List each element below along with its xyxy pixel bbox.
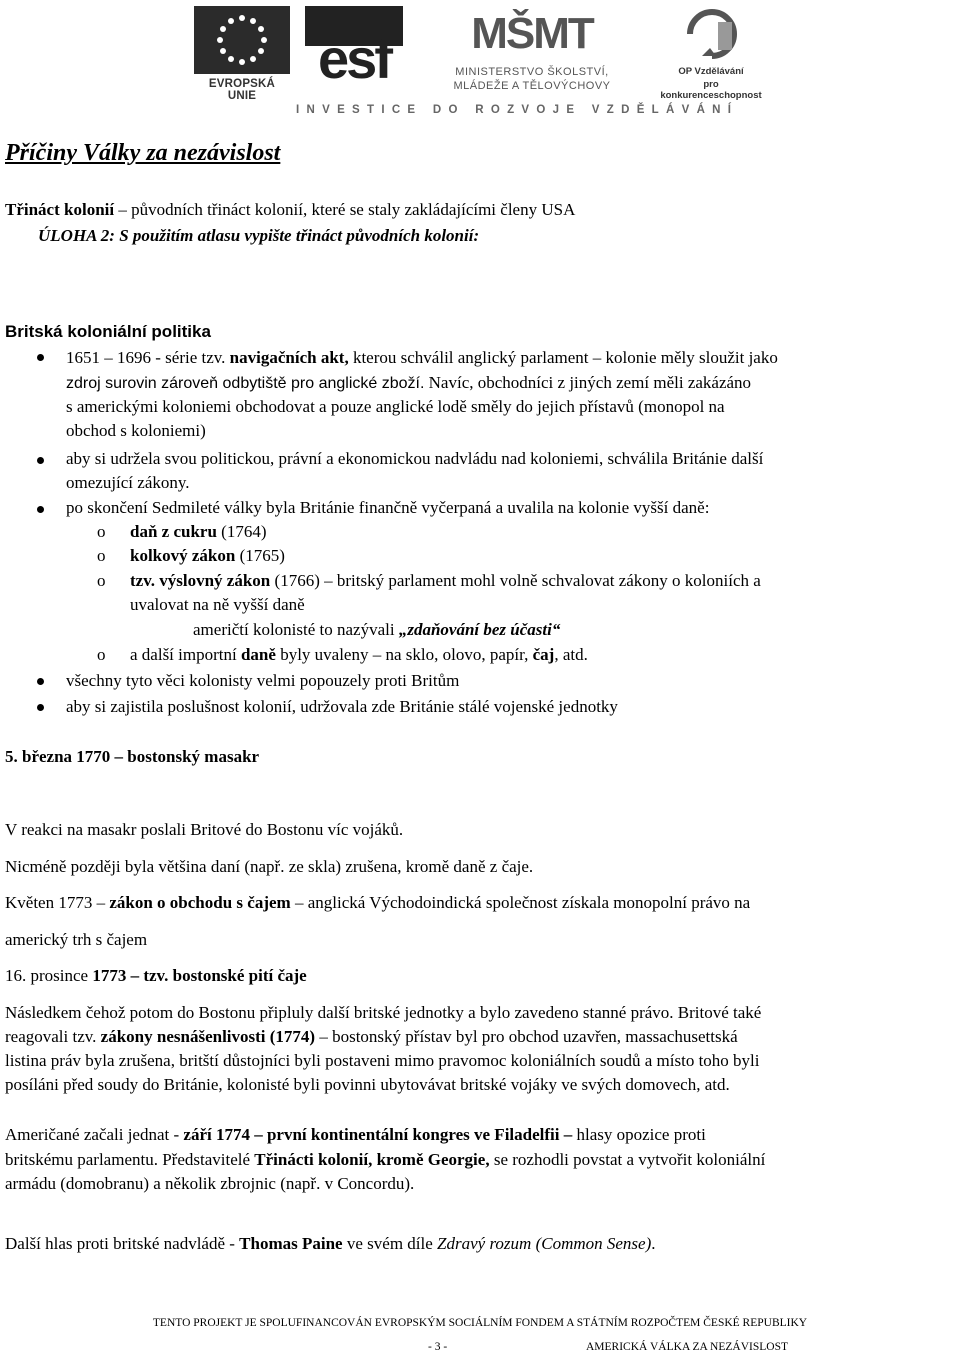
- msmt-line1: MINISTERSTVO ŠKOLSTVÍ,: [455, 66, 609, 78]
- intolerable-line2: [5, 1025, 738, 1049]
- sub-text: a další importní: [130, 645, 241, 664]
- b1-line1: [66, 346, 778, 370]
- op-line1: OP Vzdělávání: [678, 66, 744, 77]
- tea-word: čaj: [532, 645, 555, 664]
- stamp-act: kolkový zákon: [130, 546, 236, 565]
- sub-text: (1764): [216, 522, 267, 541]
- sub-text: byly uvaleny – na sklo, olovo, papír,: [275, 645, 533, 664]
- policy-heading: Britská koloniální politika: [5, 322, 211, 341]
- bullet-marker: [37, 704, 44, 711]
- b2-line2: omezující zákony.: [66, 473, 190, 492]
- circle-marker: o: [97, 546, 106, 565]
- sub-text: , atd.: [554, 645, 588, 664]
- eu-flag-icon: [194, 6, 290, 74]
- para-text: – bostonský přístav byl pro obchod uzavřen, massachusettská: [315, 1027, 738, 1046]
- tea-party: 1773 – tzv. bostonské pití čaje: [92, 966, 307, 985]
- sugar-tax: daň z cukru: [130, 522, 217, 541]
- sub-stamp: [130, 544, 285, 568]
- para-text: 16. prosince: [5, 966, 93, 985]
- taxation-quote: [193, 618, 560, 642]
- common-sense-title: Zdravý rozum (Common Sense): [437, 1234, 652, 1253]
- para-text: britskému parlamentu. Představitelé: [5, 1150, 255, 1169]
- tea-act: zákon o obchodu s čajem: [109, 893, 291, 912]
- op-line2: pro konkurenceschopnost: [660, 79, 762, 101]
- b1-line3: s americkými koloniemi obchodovat a pouze anglické lodě směly do jejich přístavů (monopol na: [66, 397, 725, 416]
- footer-funding: TENTO PROJEKT JE SPOLUFINANCOVÁN EVROPSKÝM SOCIÁLNÍM FONDEM A STÁTNÍM ROZPOČTEM ČESKÉ REPUBLIKY: [152, 1317, 808, 1329]
- para-text: Další hlas proti britské nadvládě -: [5, 1234, 240, 1253]
- tagline: INVESTICE DO ROZVOJE VZDĚLÁVÁNÍ: [296, 104, 739, 116]
- op-emblem-icon: [682, 4, 742, 62]
- b5-line: aby si zajistila poslušnost kolonií, udržovala zde Británie stálé vojenské jednotky: [66, 697, 618, 716]
- colonies-definition: [5, 198, 575, 222]
- task-2: ÚLOHA 2: S použitím atlasu vypište třináct původních kolonií:: [38, 226, 480, 245]
- intolerable-line3: listina práv byla zrušena, britští důstojníci byli postaveni mimo pravomoc koloniálních soudů a místo toho byli: [5, 1051, 760, 1070]
- running-title: AMERICKÁ VÁLKA ZA NEZÁVISLOST: [586, 1341, 788, 1353]
- eu-label: EVROPSKÁ UNIE: [208, 78, 276, 102]
- esf-label: esf: [318, 27, 390, 90]
- msmt-mark: MŠMT: [471, 9, 593, 58]
- para-text: se rozhodli povstat a vytvořit koloniální: [489, 1150, 766, 1169]
- boston-massacre-heading: 5. března 1770 – bostonský masakr: [5, 747, 260, 766]
- para-text: ve svém díle: [342, 1234, 438, 1253]
- tea-act-line1: [5, 891, 750, 915]
- sub-declaratory: [130, 569, 761, 593]
- bullet-marker: [37, 457, 44, 464]
- sub-import: [130, 643, 588, 667]
- no-taxation-phrase: „zdaňování bez účasti“: [398, 620, 561, 639]
- circle-marker: o: [97, 522, 106, 541]
- para-text: Květen 1773 –: [5, 893, 110, 912]
- intolerable-acts: zákony nesnášenlivosti (1774): [100, 1027, 316, 1046]
- eu-logo: [194, 6, 290, 102]
- page-number: - 3 -: [428, 1341, 448, 1353]
- intolerable-line1: Následkem čehož potom do Bostonu připluly další britské jednotky a bylo zavedeno stanné právo. Britové také: [5, 1003, 762, 1022]
- bullet-marker: [37, 506, 44, 513]
- msmt-logo: [442, 6, 622, 96]
- sub-text: (1765): [235, 546, 285, 565]
- colonies-text: – původních třináct kolonií, které se staly zakládajícími členy USA: [114, 200, 576, 219]
- thirteen-colonies: Třinácti kolonií, kromě Georgie,: [254, 1150, 490, 1169]
- bullet-marker: [37, 678, 44, 685]
- para-text: .: [651, 1234, 656, 1253]
- congress-line3: armádu (domobranu) a několik zbrojnic (např. v Concordu).: [5, 1174, 415, 1193]
- b2-line1: aby si udržela svou politickou, právní a ekonomickou nadvládu nad koloniemi, schválila Británie další: [66, 449, 764, 468]
- navigation-acts: navigačních akt,: [229, 348, 349, 367]
- sub-sugar: [130, 520, 267, 544]
- boston-tea-party: [5, 964, 307, 988]
- tea-act-line2: americký trh s čajem: [5, 930, 148, 949]
- paragraph-reaction: V reakci na masakr poslali Britové do Bostonu víc vojáků.: [5, 820, 404, 839]
- paine-line: [5, 1232, 656, 1256]
- thomas-paine: Thomas Paine: [239, 1234, 343, 1253]
- congress-line2: [5, 1148, 765, 1172]
- intolerable-line4: posíláni před soudy do Británie, kolonisté byli povinni ubytovávat britské vojáky ve svých domovech, atd.: [5, 1075, 730, 1094]
- op-logo: [652, 4, 770, 101]
- para-text: reagovali tzv.: [5, 1027, 101, 1046]
- circle-marker: o: [97, 571, 106, 590]
- sub-text: (1766) – britský parlament mohl volně schvalovat zákony o koloniích a: [270, 571, 761, 590]
- esf-logo: [305, 6, 403, 94]
- b4-line: všechny tyto věci kolonisty velmi popouzely proti Britům: [66, 671, 460, 690]
- bullet-marker: [37, 354, 44, 361]
- sub-text: američtí kolonisté to nazývali: [193, 620, 399, 639]
- b3-line1: po skončení Sedmileté války byla Británie finančně vyčerpaná a uvalila na kolonie vyšší daně:: [66, 498, 710, 517]
- page-title: Příčiny Války za nezávislost: [5, 140, 281, 166]
- para-text: Američané začali jednat -: [5, 1125, 184, 1144]
- b1-line4: obchod s koloniemi): [66, 421, 206, 440]
- congress-line1: [5, 1123, 706, 1147]
- declaratory-act: tzv. výslovný zákon: [130, 571, 271, 590]
- msmt-line2: MLÁDEŽE A TĚLOVÝCHOVY: [453, 80, 611, 92]
- b1-text: zdroj surovin zároveň odbytiště pro anglické zboží.: [66, 375, 425, 392]
- paragraph-repeal: Nicméně později byla většina daní (např. ze skla) zrušena, kromě daně z čaje.: [5, 857, 534, 876]
- circle-marker: o: [97, 645, 106, 664]
- para-text: hlasy opozice proti: [572, 1125, 706, 1144]
- b1-text: kterou schválil anglický parlament – kolonie měly sloužit jako: [348, 348, 778, 367]
- colonies-term: Třináct kolonií: [5, 200, 115, 219]
- sub-declaratory-line2: uvalovat na ně vyšší daně: [130, 595, 305, 614]
- b1-line2: [66, 371, 751, 396]
- b1-text: 1651 – 1696 - série tzv.: [66, 348, 230, 367]
- continental-congress: září 1774 – první kontinentální kongres ve Filadelfii –: [183, 1125, 573, 1144]
- taxes-word: daně: [240, 645, 276, 664]
- para-text: – anglická Východoindická společnost získala monopolní právo na: [290, 893, 751, 912]
- b1-text: Navíc, obchodníci z jiných zemí měli zakázáno: [424, 373, 752, 392]
